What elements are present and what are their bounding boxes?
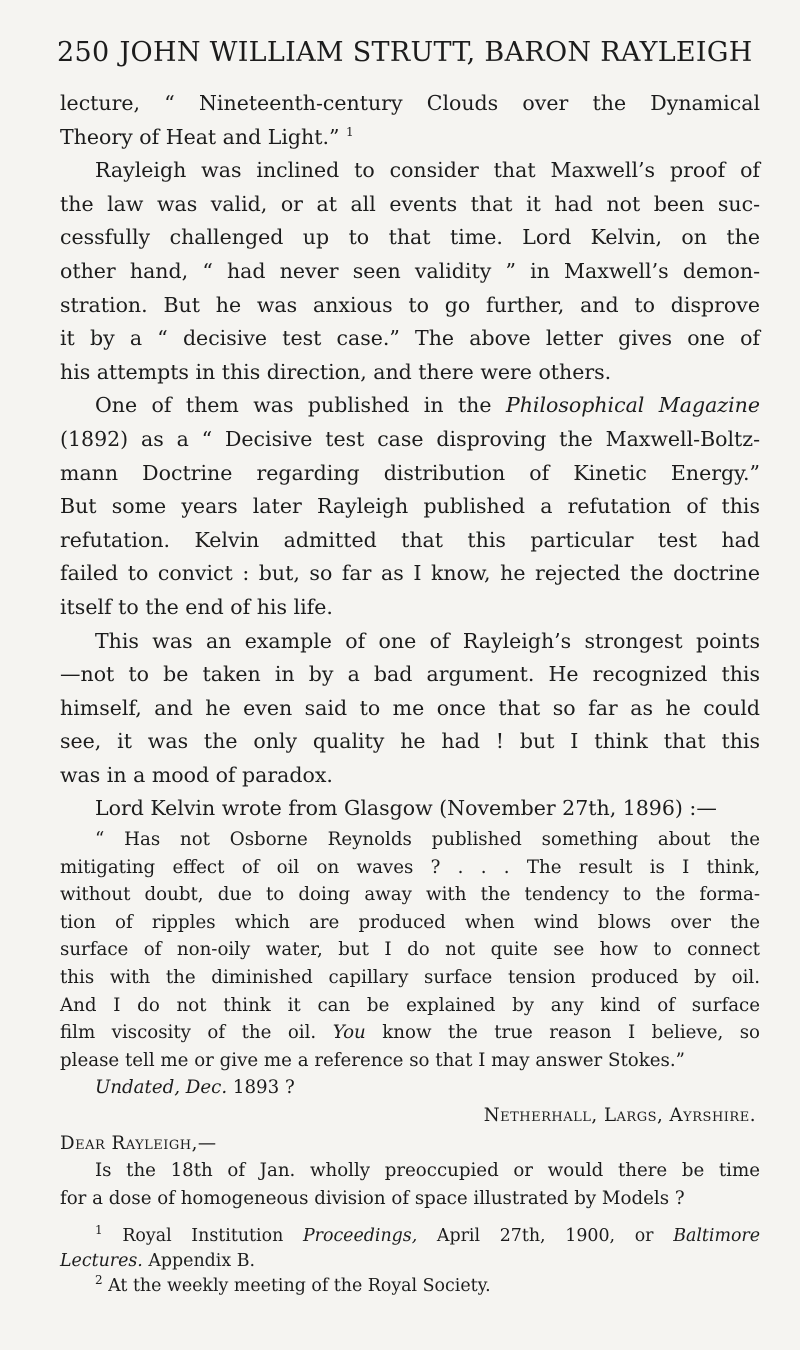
text-line: Rayleigh was inclined to consider that Maxwell’s proof of (95, 158, 760, 183)
paragraph-3-line (60, 490, 760, 524)
footnote-2 (60, 1274, 760, 1299)
letter-line (60, 1157, 760, 1185)
quoted-letter (60, 826, 760, 1074)
paragraph-2-line (60, 356, 760, 390)
paragraph-2-line (60, 154, 760, 188)
paragraph-5 (60, 792, 760, 826)
text-line: it by a “ decisive test case.” The above letter gives one of (60, 326, 760, 351)
journal-title: Philosophical Magazine (505, 393, 760, 418)
text-line: But some years later Rayleigh published a refutation of this (60, 494, 760, 519)
text-line: “ Has not Osborne Reynolds published something about the (95, 829, 760, 851)
text-line: film viscosity of the oil. (60, 1022, 333, 1044)
text-line: himself, and he even said to me once that so far as he could (60, 695, 760, 720)
footnote-ref-1: 1 (346, 124, 354, 139)
quote-line (60, 1047, 760, 1075)
quote-line (60, 992, 760, 1020)
text-line: 1893 ? (227, 1077, 295, 1099)
letter-date (60, 1074, 760, 1102)
paragraph-1 (60, 87, 760, 121)
text-line: (1892) as a “ Decisive test case disproving the Maxwell-Boltz- (60, 426, 760, 451)
text-line: At the weekly meeting of the Royal Society. (102, 1276, 491, 1297)
text-line: please tell me or give me a reference so that I may answer Stokes.” (60, 1049, 685, 1071)
text-line: cessfully challenged up to that time. Lord Kelvin, on the (60, 225, 760, 250)
paragraph-2-line (60, 188, 760, 222)
letter-address: Netherhall, Largs, Ayrshire. (483, 1105, 756, 1126)
quote-line (60, 1019, 760, 1047)
paragraph-3-line (60, 423, 760, 457)
quote-line (60, 936, 760, 964)
footnote-mark: 2 (95, 1273, 103, 1288)
paragraph-2-line (60, 221, 760, 255)
running-title: JOHN WILLIAM STRUTT, BARON RAYLEIGH (119, 37, 753, 68)
paragraph-3-line (60, 557, 760, 591)
text-line: Appendix B. (142, 1251, 256, 1272)
text-line: Theory of Heat and Light.” (60, 124, 346, 149)
emphasis: Baltimore (673, 1226, 761, 1247)
date-italic: Undated, Dec. (95, 1077, 228, 1099)
paragraph-2-line (60, 255, 760, 289)
paragraph-4-line (60, 692, 760, 726)
text-line: —not to be taken in by a bad argument. He recognized this (60, 662, 760, 687)
paragraph-4-line (60, 759, 760, 793)
text-line: tion of ripples which are produced when wind blows over the (60, 911, 760, 933)
text-line: Royal Institution (102, 1226, 303, 1247)
emphasis: Lectures. (60, 1251, 143, 1272)
quote-line (60, 964, 760, 992)
text-line: the law was valid, or at all events that it had not been suc- (60, 191, 760, 216)
footnote-separator (60, 1212, 760, 1224)
paragraph-3-line (60, 591, 760, 625)
letter-block (60, 1074, 760, 1212)
text-line: April 27th, 1900, or (417, 1226, 674, 1247)
text-line: other hand, “ had never seen validity ” in Maxwell’s demon- (60, 258, 760, 283)
paragraph-3-line (60, 457, 760, 491)
text-line: Lord Kelvin wrote from Glasgow (November 27th, 1896) :— (95, 796, 717, 821)
text-line: itself to the end of his life. (60, 594, 333, 619)
paragraph-4-line (60, 625, 760, 659)
paragraph-2-line (60, 322, 760, 356)
text-line: was in a mood of paradox. (60, 762, 333, 787)
text-line: see, it was the only quality he had ! but I think that this (60, 729, 760, 754)
text-line: mann Doctrine regarding distribution of Kinetic Energy.” (60, 460, 760, 485)
text-line: And I do not think it can be explained by any kind of surface (60, 994, 760, 1016)
text-line: lecture, “ Nineteenth-century Clouds over the Dynamical (60, 91, 760, 115)
text-line: One of them was published in the (95, 393, 506, 418)
paragraph-3-line (60, 524, 760, 558)
letter-line (60, 1185, 760, 1213)
text-line: know the true reason I believe, so (365, 1022, 760, 1044)
paragraph-4-line (60, 725, 760, 759)
footnotes (60, 1224, 760, 1299)
footnote-1 (60, 1224, 760, 1249)
footnote-mark: 1 (95, 1223, 103, 1238)
page-number: 250 (57, 37, 110, 68)
letter-salutation: Dear Rayleigh,— (60, 1132, 217, 1154)
text-line: refutation. Kelvin admitted that this particular test had (60, 527, 760, 552)
text-line: his attempts in this direction, and there were others. (60, 359, 612, 384)
text-line: surface of non-oily water, but I do not quite see how to connect (60, 939, 760, 961)
paragraph-3-line (60, 389, 760, 423)
paragraph-1-end (60, 121, 760, 155)
text-line: this with the diminished capillary surface tension produced by oil. (60, 967, 760, 989)
paragraph-4-line (60, 658, 760, 692)
emphasis: Proceedings, (302, 1226, 418, 1247)
quote-line (60, 909, 760, 937)
text-line: without doubt, due to doing away with the tendency to the forma- (60, 884, 760, 906)
text-line: for a dose of homogeneous division of space illustrated by Models ? (60, 1187, 685, 1209)
text-line: stration. But he was anxious to go further, and to disprove (60, 292, 760, 317)
running-header (57, 36, 757, 70)
emphasis: You (332, 1022, 366, 1044)
quote-line (60, 826, 760, 854)
footnote-1-cont (60, 1249, 760, 1274)
text-line: Is the 18th of Jan. wholly preoccupied or would there be time (95, 1160, 760, 1182)
text-line: failed to convict : but, so far as I know, he rejected the doctrine (60, 561, 760, 586)
quote-line (60, 854, 760, 882)
text-line: This was an example of one of Rayleigh’s strongest points (95, 628, 760, 653)
quote-line (60, 881, 760, 909)
paragraph-2-line (60, 289, 760, 323)
text-line: mitigating effect of oil on waves ? . . . The result is I think, (60, 856, 760, 878)
page-body (60, 87, 760, 1299)
